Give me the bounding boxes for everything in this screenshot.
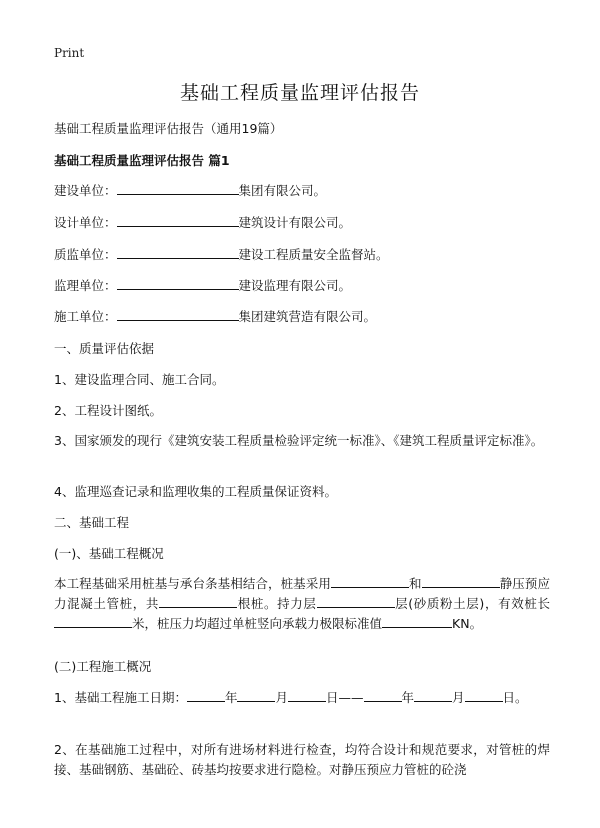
overview-text: 静压预应力混凝土管桩，共: [54, 576, 550, 611]
unit-suffix: 集团建筑营造有限公司。: [238, 309, 377, 324]
unit-suffix: 建设工程质量安全监督站。: [238, 247, 389, 262]
unit-suffix: 集团有限公司。: [238, 183, 327, 198]
blank-field: [414, 688, 452, 702]
blank-field: [117, 245, 239, 259]
unit-line-quality: [54, 245, 550, 265]
overview-paragraph: [54, 574, 550, 634]
blank-field: [237, 688, 275, 702]
overview-text: 层(砂质粉土层)，有效桩长: [394, 596, 550, 611]
unit-label: 建设单位：: [54, 183, 117, 198]
date-unit: 日: [326, 690, 339, 705]
unit-line-construction: [54, 181, 550, 201]
unit-suffix: 建筑设计有限公司。: [238, 215, 352, 230]
date-label: 1、基础工程施工日期：: [54, 690, 187, 705]
date-unit: 年: [224, 690, 238, 705]
blank-field: [187, 688, 225, 702]
blank-field: [465, 688, 503, 702]
unit-line-design: [54, 213, 550, 233]
unit-line-supervision: [54, 276, 550, 296]
blank-field: [364, 688, 402, 702]
unit-label: 监理单位：: [54, 278, 117, 293]
basis-item-1: 1、建设监理合同、施工合同。: [54, 372, 225, 387]
unit-label: 设计单位：: [54, 215, 117, 230]
blank-field: [117, 213, 239, 227]
date-unit: 日。: [502, 690, 528, 705]
section-heading: 基础工程质量监理评估报告 篇1: [54, 153, 230, 168]
unit-label: 施工单位：: [54, 309, 117, 324]
overview-text: 根桩。持力层: [237, 596, 317, 611]
blank-field: [54, 614, 132, 628]
date-unit: 月: [275, 690, 288, 705]
overview-text: 本工程基础采用桩基与承台条基相结合，桩基采用: [54, 576, 331, 591]
date-unit: 年: [401, 690, 415, 705]
construction-paragraph-2: 2、在基础施工过程中，对所有进场材料进行检查，均符合设计和规范要求，对管桩的焊接、基础钢筋、基础砼、砖基均按要求进行隐检。对静压预应力管桩的砼浇: [54, 742, 550, 777]
overview-heading: (一)、基础工程概况: [54, 546, 164, 561]
blank-field: [288, 688, 326, 702]
overview-text: 和: [408, 576, 422, 591]
foundation-heading: 二、基础工程: [54, 515, 130, 530]
unit-suffix: 建设监理有限公司。: [238, 278, 352, 293]
document-subtitle: 基础工程质量监理评估报告（通用19篇）: [54, 121, 283, 136]
unit-label: 质监单位：: [54, 247, 117, 262]
basis-item-3: 3、国家颁发的现行《建筑安装工程质量检验评定统一标准》、《建筑工程质量评定标准》。: [54, 433, 544, 448]
overview-text: 米，桩压力均超过单桩竖向承载力极限标准值: [132, 616, 383, 631]
blank-field: [382, 614, 452, 628]
blank-field: [331, 574, 409, 588]
date-unit: 月: [452, 690, 465, 705]
basis-item-4: 4、监理巡查记录和监理收集的工程质量保证资料。: [54, 484, 337, 499]
date-dash: ——: [338, 690, 364, 705]
blank-field: [422, 574, 500, 588]
date-line: [54, 688, 550, 708]
unit-line-construction-contractor: [54, 307, 550, 327]
blank-field: [117, 307, 239, 321]
document-title: 基础工程质量监理评估报告: [179, 82, 420, 104]
basis-item-2: 2、工程设计图纸。: [54, 403, 162, 418]
construction-heading: (二)工程施工概况: [54, 659, 152, 674]
overview-text: KN。: [452, 616, 483, 631]
print-label[interactable]: Print: [54, 46, 85, 60]
basis-heading: 一、质量评估依据: [54, 341, 155, 356]
blank-field: [117, 276, 239, 290]
blank-field: [159, 594, 237, 608]
blank-field: [317, 594, 395, 608]
blank-field: [117, 181, 239, 195]
